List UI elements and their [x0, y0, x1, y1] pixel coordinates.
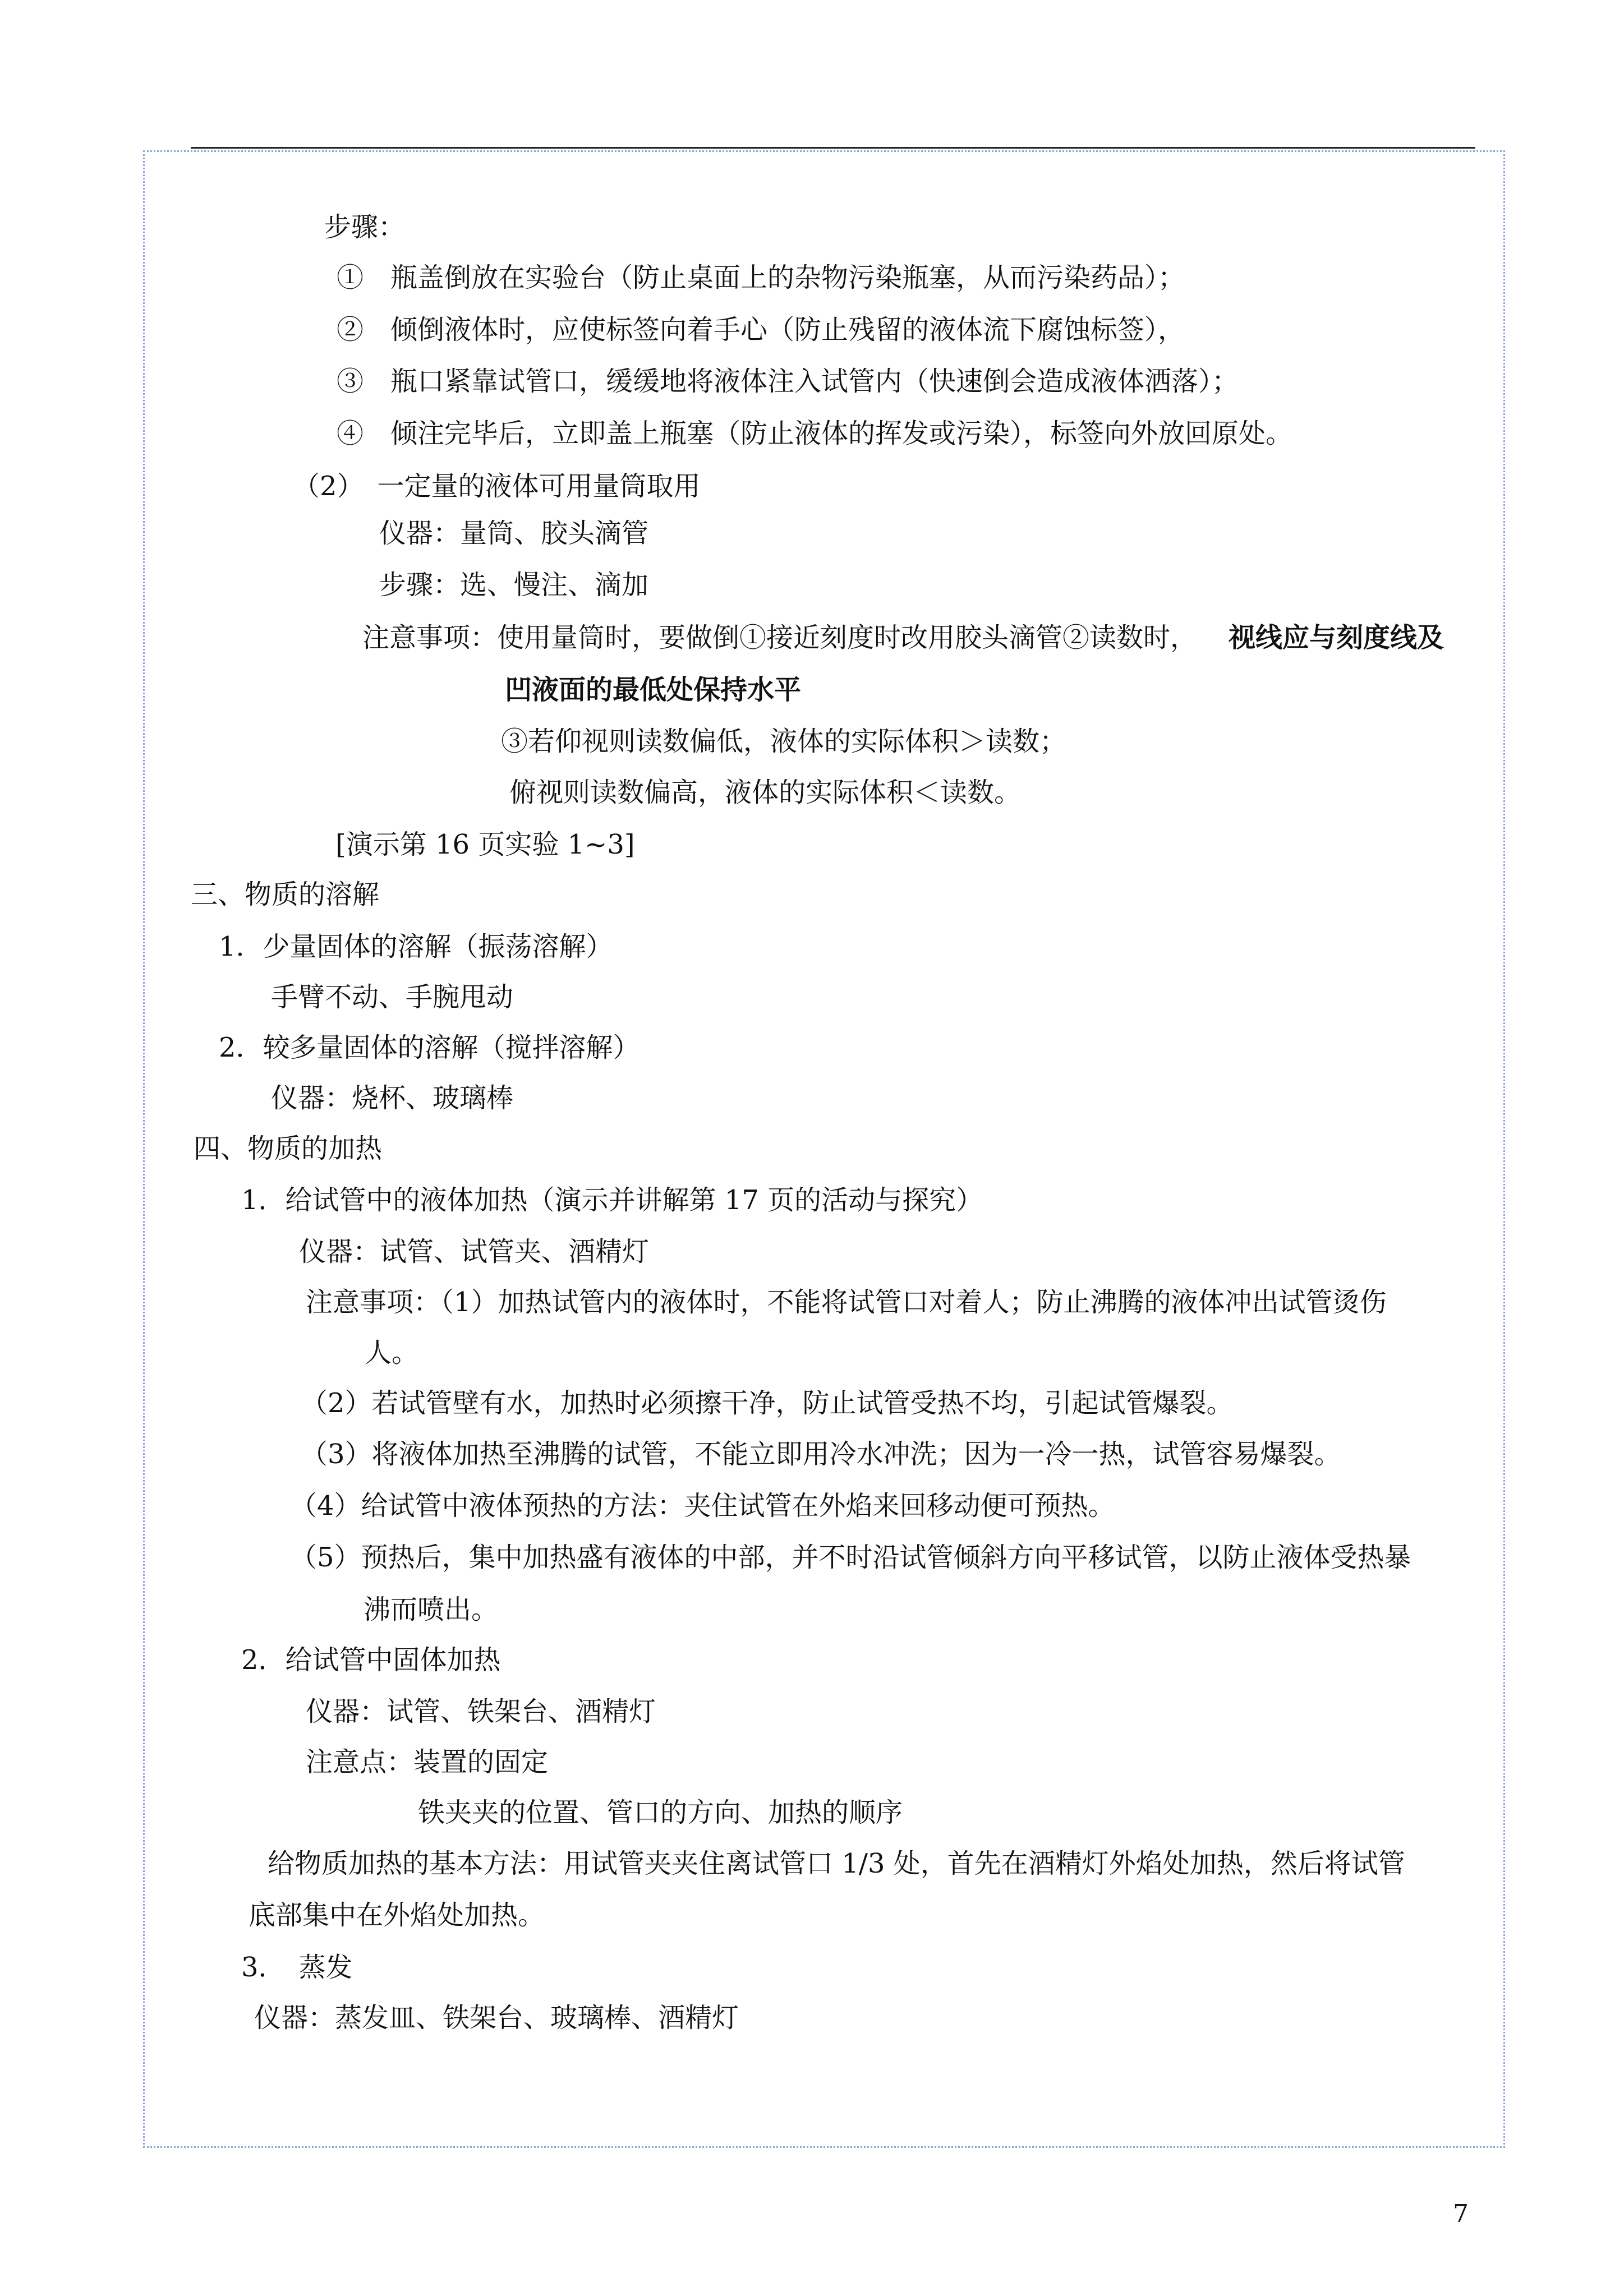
section-heading: 四、物质的加热: [194, 1133, 383, 1164]
text-line: 底部集中在外焰处加热。: [249, 1899, 545, 1931]
text-line: 仪器：烧杯、玻璃棒: [271, 1082, 514, 1114]
text-line: 铁夹夹的位置、管口的方向、加热的顺序: [418, 1797, 903, 1828]
text-line-bold: 视线应与刻度线及: [1229, 622, 1444, 653]
text-line: 注意点：装置的固定: [306, 1746, 549, 1778]
text-line: ① 瓶盖倒放在实验台（防止桌面上的杂物污染瓶塞，从而污染药品）；: [337, 262, 1185, 293]
text-line: （5）预热后，集中加热盛有液体的中部，并不时沿试管倾斜方向平移试管，以防止液体受热暴: [290, 1542, 1411, 1573]
text-line: 2．较多量固体的溶解（搅拌溶解）: [219, 1032, 640, 1063]
text-line: 仪器：量筒、胶头滴管: [379, 518, 649, 549]
text-line: 仪器：试管、试管夹、酒精灯: [299, 1236, 650, 1267]
text-line: ② 倾倒液体时，应使标签向着手心（防止残留的液体流下腐蚀标签），: [337, 314, 1185, 345]
text-line: （2） 一定量的液体可用量筒取用: [293, 471, 701, 502]
section-heading: 三、物质的溶解: [191, 879, 380, 910]
text-line: 手臂不动、手腕甩动: [271, 981, 514, 1013]
header-rule: [191, 147, 1475, 149]
text-line: 沸而喷出。: [364, 1594, 499, 1625]
text-line: 仪器：蒸发皿、铁架台、玻璃棒、酒精灯: [254, 2002, 739, 2034]
text-line: 人。: [365, 1337, 419, 1368]
text-line: 3． 蒸发: [241, 1952, 353, 1983]
text-line: ④ 倾注完毕后，立即盖上瓶塞（防止液体的挥发或污染），标签向外放回原处。: [337, 418, 1293, 449]
text-line: （2）若试管壁有水，加热时必须擦干净，防止试管受热不均，引起试管爆裂。: [301, 1387, 1234, 1419]
text-line-bold: 凹液面的最低处保持水平: [505, 674, 802, 706]
text-line: 给物质加热的基本方法：用试管夹夹住离试管口 1/3 处，首先在酒精灯外焰处加热，然后将试管: [268, 1848, 1405, 1879]
text-line: （3）将液体加热至沸腾的试管，不能立即用冷水冲洗；因为一冷一热，试管容易爆裂。: [301, 1439, 1341, 1470]
text-line: 1．给试管中的液体加热（演示并讲解第 17 页的活动与探究）: [241, 1184, 983, 1216]
text-line: 仪器：试管、铁架台、酒精灯: [306, 1696, 656, 1727]
text-line: 步骤：选、慢注、滴加: [379, 569, 649, 601]
text-line: ③ 瓶口紧靠试管口，缓缓地将液体注入试管内（快速倒会造成液体洒落）；: [337, 366, 1239, 397]
text-line: 注意事项：使用量筒时，要做倒①接近刻度时改用胶头滴管②读数时，: [362, 622, 1198, 653]
text-line: [演示第 16 页实验 1~3]: [335, 829, 635, 860]
page-number: 7: [1453, 2200, 1469, 2228]
text-line: 注意事项：（1）加热试管内的液体时，不能将试管口对着人；防止沸腾的液体冲出试管烫伤: [306, 1287, 1387, 1318]
text-line: 步骤：: [324, 211, 406, 243]
text-line: ③若仰视则读数偏低，液体的实际体积＞读数；: [501, 726, 1067, 757]
text-line: 1．少量固体的溶解（振荡溶解）: [219, 931, 613, 962]
text-line: （4）给试管中液体预热的方法：夹住试管在外焰来回移动便可预热。: [290, 1490, 1115, 1522]
text-line: 俯视则读数偏高，液体的实际体积＜读数。: [509, 777, 1022, 808]
text-line: 2．给试管中固体加热: [241, 1644, 501, 1676]
